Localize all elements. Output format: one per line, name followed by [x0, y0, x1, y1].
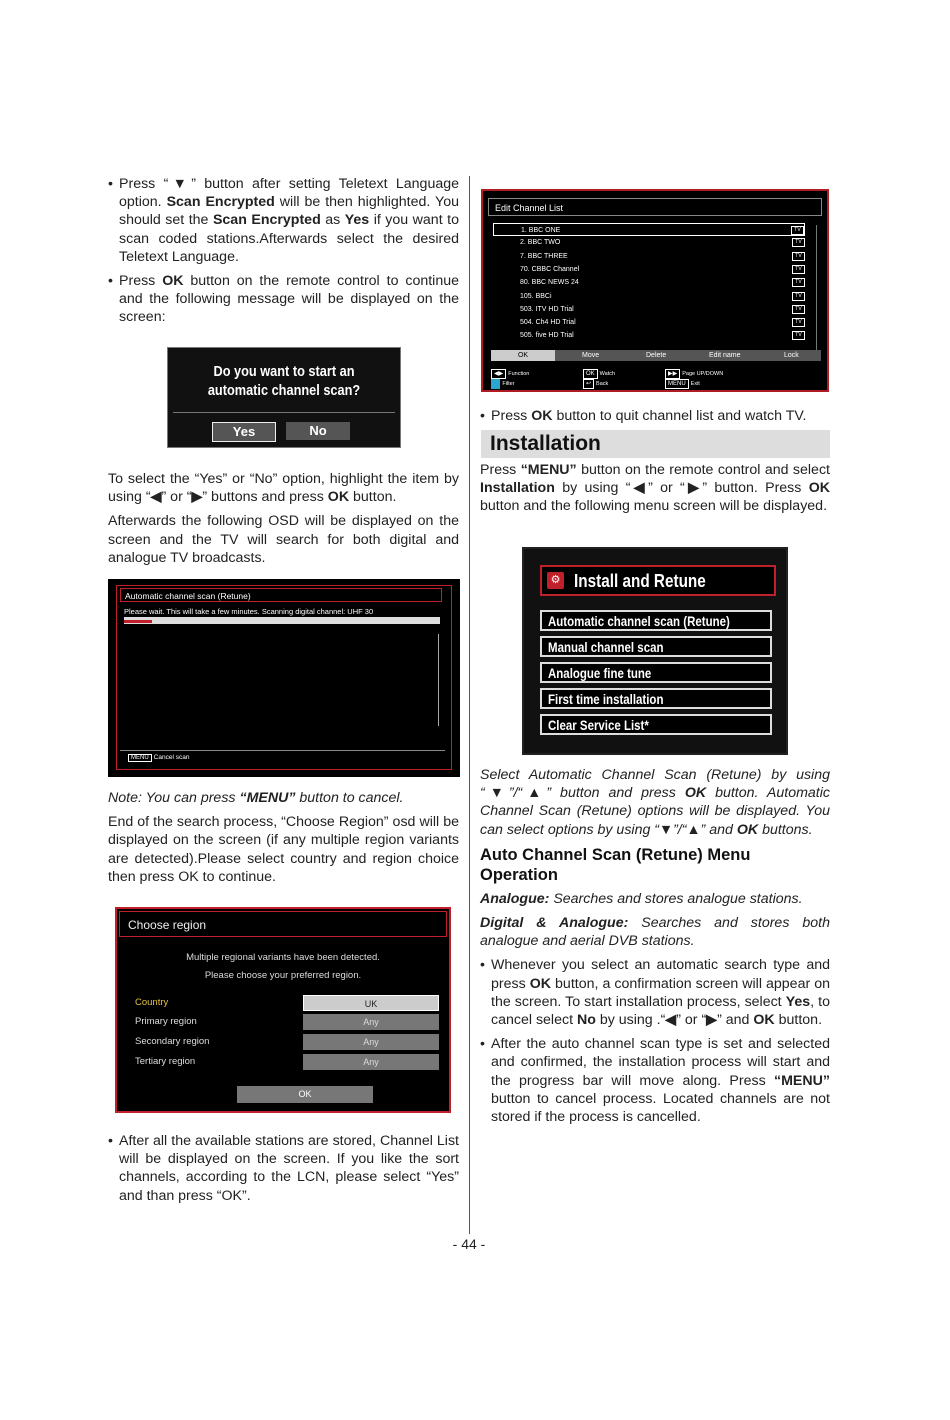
tv-icon: TV [792, 238, 805, 247]
tv-icon: TV [792, 265, 805, 274]
channel-name: 503. ITV HD Trial [520, 305, 574, 313]
paragraph-select-auto-scan: Select Automatic Channel Scan (Retune) by using “▼”/“▲” button and press OK button. Automatic Channel Scan (Retune) options will be displayed. You can select options by using “▼”/“▲” and OK buttons. [480, 767, 830, 838]
menu-key-icon: MENU [665, 379, 689, 389]
channel-row[interactable] [493, 223, 805, 236]
start-scan-dialog [167, 347, 401, 448]
return-key-icon: ↩ [583, 379, 594, 389]
channel-name: 504. Ch4 HD Trial [520, 319, 576, 327]
paragraph-digital-analogue: Digital & Analogue: Searches and stores both analogue and aerial DVB stations. [480, 915, 830, 950]
scan-divider [120, 750, 445, 751]
channel-name: 505. five HD Trial [520, 332, 574, 340]
auto-scan-heading: Auto Channel Scan (Retune) Menu Operation [480, 845, 751, 884]
menu-item-manual-scan[interactable]: Manual channel scan [540, 636, 772, 657]
tv-icon: TV [792, 292, 805, 301]
cancel-scan-hint [128, 754, 189, 762]
channel-list-scrollbar[interactable] [816, 225, 817, 351]
scan-title: Automatic channel scan (Retune) [120, 588, 442, 602]
paragraph-osd: Afterwards the following OSD will be displayed on the screen and the TV will search for both digital and analogue TV broadcasts. [108, 513, 459, 566]
country-label: Country [135, 997, 169, 1008]
dialog-divider [173, 412, 395, 413]
tertiary-region-select[interactable]: Any [303, 1054, 439, 1070]
left-column-mid [108, 470, 459, 573]
action-edit-name[interactable]: Edit name [709, 352, 741, 359]
menu-title: Install and Retune [574, 571, 706, 591]
secondary-region-label: Secondary region [135, 1036, 210, 1047]
primary-region-label: Primary region [135, 1016, 197, 1027]
scan-message: Please wait. This will take a few minutes. Scanning digital channel: UHF 30 [124, 607, 374, 616]
tertiary-region-label: Tertiary region [135, 1056, 196, 1067]
channel-name: 80. BBC NEWS 24 [520, 279, 579, 287]
region-ok-button[interactable]: OK [237, 1086, 373, 1103]
bullet-scan-encrypted: • Press “▼” button after setting Teletext Language option. Scan Encrypted will be then highlighted. You should set the Scan Encrypted as Yes if you want to scan coded stations.Afterwards select the desired Teletext Language. [108, 175, 459, 266]
cancel-scan-label: Cancel scan [153, 754, 190, 761]
right-arrow-icon: ▶ [706, 1012, 718, 1029]
up-arrow-icon: ▲ [522, 785, 547, 802]
tv-icon: TV [792, 278, 805, 287]
down-arrow-icon: ▼ [484, 785, 509, 802]
tv-icon: TV [792, 318, 805, 327]
action-move[interactable]: Move [582, 352, 600, 359]
up-arrow-icon: ▲ [686, 821, 701, 838]
dialog-question: Do you want to start an automatic channel scan? [207, 363, 361, 399]
channel-row[interactable] [493, 276, 805, 289]
right-column-lower [480, 766, 830, 1132]
left-right-key-icon: ◀▶ [491, 369, 506, 379]
note-cancel: Note: You can press “MENU” button to cancel. [108, 790, 404, 806]
menu-item-clear-service-list[interactable]: Clear Service List* [540, 714, 772, 735]
menu-item-analogue-fine-tune[interactable]: Analogue fine tune [540, 662, 772, 683]
bullet-press-ok: • Press OK button on the remote control to continue and the following message will be displayed on the screen: [108, 272, 459, 327]
column-divider [469, 176, 470, 1234]
edit-channel-list-screen [481, 189, 829, 392]
down-arrow-icon: ▼ [659, 821, 674, 838]
channel-row[interactable] [493, 316, 805, 329]
left-column-lower [108, 789, 459, 892]
paragraph-select-yes-no: To select the “Yes” or “No” option, highlight the item by using “◀” or “▶” buttons and press OK button. [108, 471, 459, 506]
primary-region-select[interactable]: Any [303, 1014, 439, 1030]
right-column-top [480, 407, 830, 431]
channel-name: 1. BBC ONE [521, 227, 561, 234]
installation-heading: Installation [481, 430, 830, 458]
right-column-intro [480, 461, 830, 522]
page-number: - 44 - [452, 1236, 486, 1252]
region-title: Choose region [119, 911, 447, 937]
right-arrow-icon: ▶ [684, 480, 703, 497]
paragraph-press-menu: Press “MENU” button on the remote control and select Installation by using “◀” or “▶” button. Press OK button and the following menu screen will be displayed. [480, 462, 830, 515]
page-key-icon: ▶▶ [665, 369, 680, 379]
bullet-quit-list: • Press OK button to quit channel list and watch TV. [480, 407, 830, 425]
bullet-progress: • After the auto channel scan type is set and selected and confirmed, the installation process will start and the progress bar will move along. Press “MENU” button to cancel process. Located channels are not stored if the process is cancelled. [480, 1035, 830, 1126]
left-arrow-icon: ◀ [630, 480, 649, 497]
tv-icon: TV [792, 252, 805, 261]
scan-scrollbar[interactable] [438, 634, 439, 726]
action-lock[interactable]: Lock [784, 352, 799, 359]
channel-row[interactable] [493, 236, 805, 249]
paragraph-analogue: Analogue: Searches and stores analogue stations. [480, 890, 803, 907]
menu-item-first-time-installation[interactable]: First time installation [540, 688, 772, 709]
bullet-channel-list: • After all the available stations are stored, Channel List will be displayed on the screen. If you like the sort channels, according to the LCN, please select “Yes” and than press “OK”. [108, 1132, 459, 1205]
left-column [108, 175, 459, 333]
paragraph-end-search: End of the search process, “Choose Region” osd will be displayed on the screen (if any multiple region variants are detected).Please select country and region choice then press OK to continue. [108, 814, 459, 885]
channel-action-bar [491, 350, 821, 361]
yes-button[interactable]: Yes [212, 422, 276, 442]
legend-function: ◀▶ Function Filter [491, 369, 529, 389]
legend-page: ▶▶ Page UP/DOWN MENU Exit [665, 369, 723, 389]
bullet-confirmation: • Whenever you select an automatic search type and press OK button, a confirmation screen will appear on the screen. To start installation process, select Yes, to cancel select No by using .“◀” or “▶” and OK button. [480, 956, 830, 1029]
country-select[interactable]: UK [303, 995, 439, 1011]
channel-name: 105. BBCi [520, 292, 552, 300]
legend-watch: OK Watch ↩ Back [583, 369, 615, 389]
menu-key-icon: MENU [128, 754, 152, 762]
secondary-region-select[interactable]: Any [303, 1034, 439, 1050]
down-arrow-icon: ▼ [168, 176, 192, 192]
channel-row[interactable] [493, 329, 805, 342]
left-arrow-icon: ◀ [665, 1012, 677, 1029]
tv-icon: TV [791, 226, 804, 235]
region-message-2: Please choose your preferred region. [204, 970, 362, 981]
tv-icon: TV [792, 331, 805, 340]
channel-row[interactable] [493, 250, 805, 263]
channel-name: 2. BBC TWO [520, 239, 561, 247]
channel-list-title: Edit Channel List [488, 198, 822, 216]
menu-header [540, 565, 776, 596]
left-arrow-icon: ◀ [150, 489, 162, 506]
install-retune-menu [522, 547, 788, 755]
region-message-1: Multiple regional variants have been detected. [186, 952, 380, 963]
action-delete[interactable]: Delete [646, 352, 667, 359]
scan-progress-fill [124, 620, 152, 623]
blue-key-icon [491, 379, 500, 389]
channel-name: 7. BBC THREE [520, 252, 568, 260]
auto-scan-screen [108, 579, 460, 777]
action-ok[interactable]: OK [491, 350, 555, 361]
choose-region-screen [115, 907, 451, 1113]
channel-name: 70. CBBC Channel [520, 265, 580, 273]
channel-row[interactable] [493, 263, 805, 276]
no-button[interactable]: No [286, 422, 350, 440]
channel-row[interactable] [493, 290, 805, 303]
scan-progress-bar [124, 617, 440, 624]
channel-row[interactable] [493, 303, 805, 316]
settings-icon: ⚙ [547, 572, 564, 589]
left-column-bottom [108, 1132, 459, 1211]
tv-icon: TV [792, 305, 805, 314]
ok-key-icon: OK [583, 369, 598, 379]
right-arrow-icon: ▶ [191, 489, 203, 506]
menu-item-automatic-scan[interactable]: Automatic channel scan (Retune) [540, 610, 772, 631]
